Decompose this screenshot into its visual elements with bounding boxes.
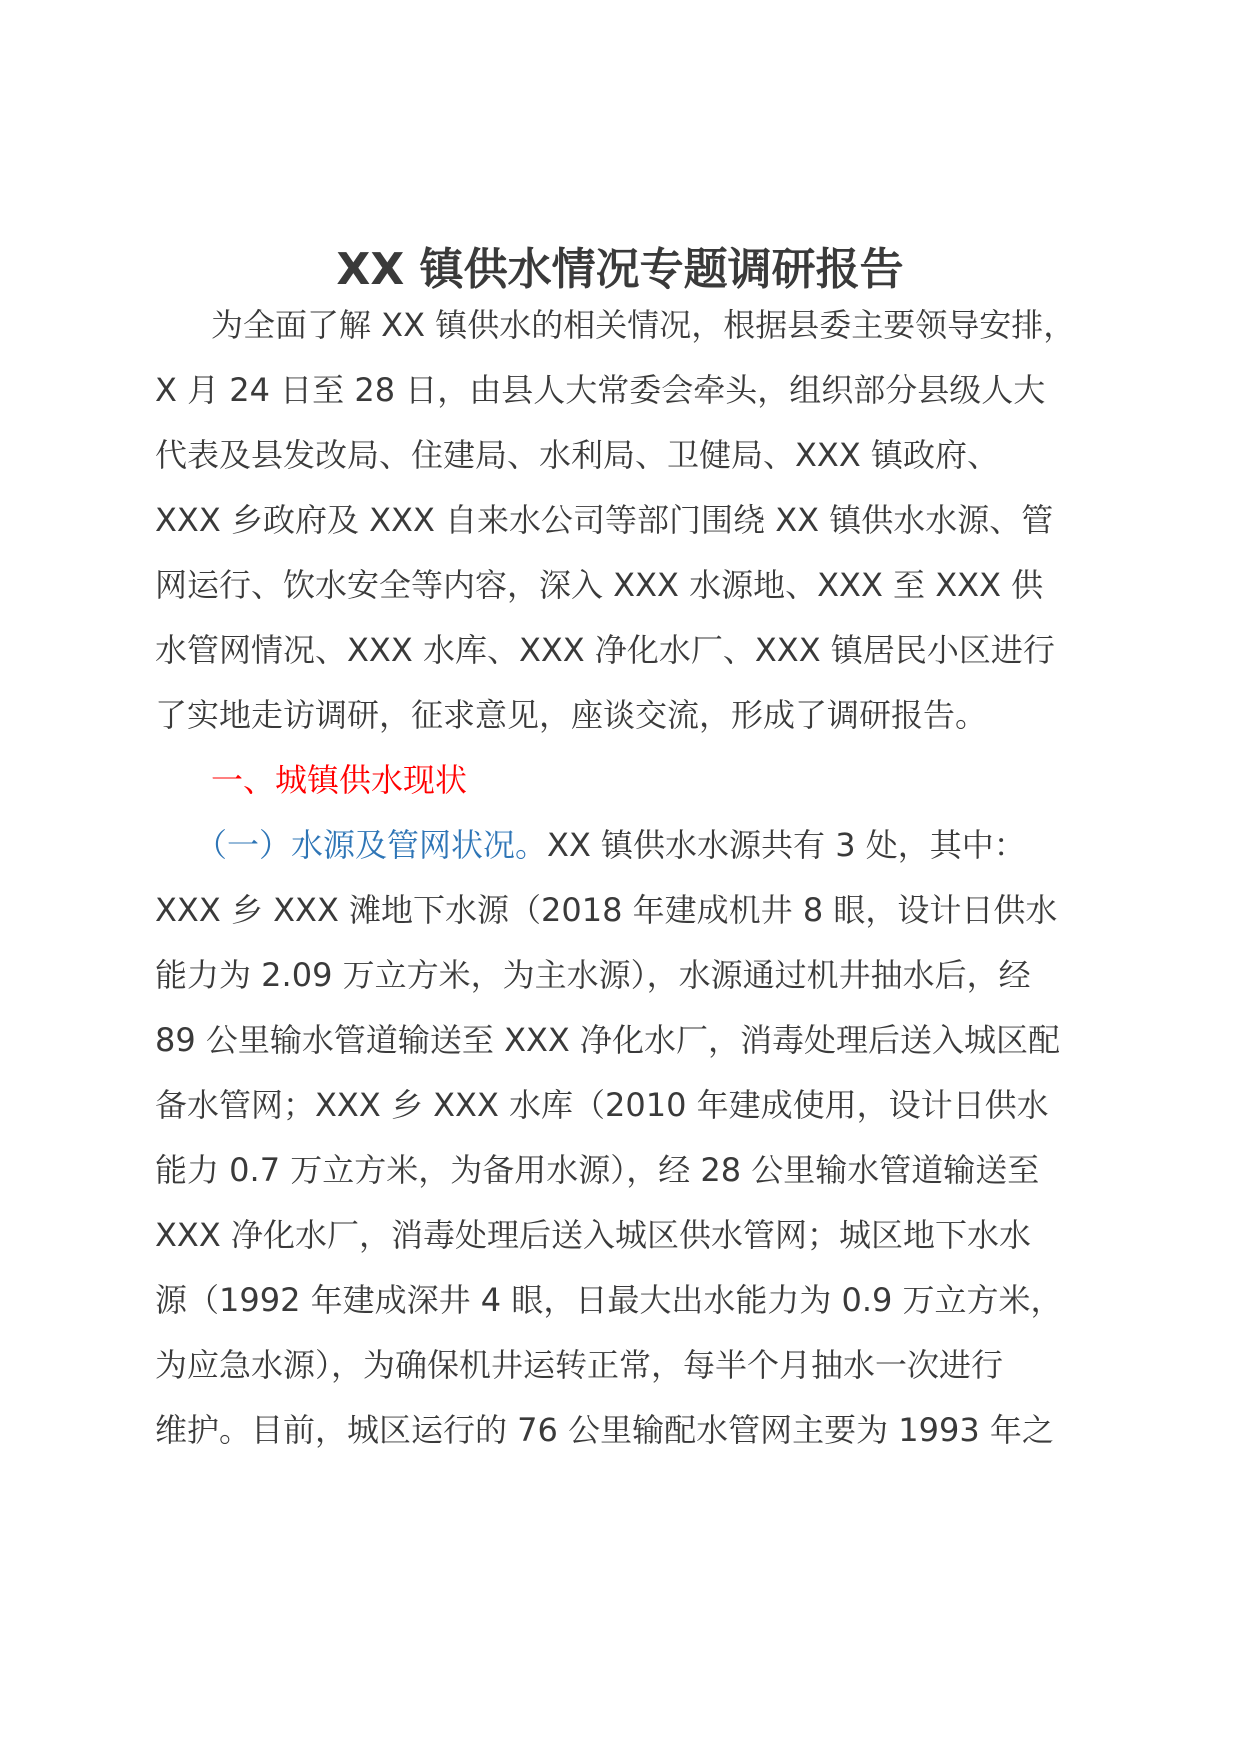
- section-heading-block: [155, 748, 1090, 813]
- subsection-line: 能力为 2.09 万立方米，为主水源），水源通过机井抽水后，经: [155, 956, 1031, 994]
- intro-line: 水管网情况、XXX 水库、XXX 净化水厂、XXX 镇居民小区进行: [155, 631, 1055, 669]
- intro-line: 网运行、饮水安全等内容，深入 XXX 水源地、XXX 至 XXX 供: [155, 566, 1044, 604]
- subsection-first-line: [155, 813, 1090, 878]
- subsection-line: XXX 乡 XXX 滩地下水源（2018 年建成机井 8 眼，设计日供水: [155, 891, 1058, 929]
- intro-line: X 月 24 日至 28 日，由县人大常委会牵头，组织部分县级人大: [155, 371, 1046, 409]
- subsection-label: （一）水源及管网状况。: [195, 826, 548, 864]
- subsection-line: 维护。目前，城区运行的 76 公里输配水管网主要为 1993 年之: [155, 1411, 1054, 1449]
- subsection-line: 备水管网；XXX 乡 XXX 水库（2010 年建成使用，设计日供水: [155, 1086, 1049, 1124]
- intro-line: 了实地走访调研，征求意见，座谈交流，形成了调研报告。: [155, 696, 988, 734]
- intro-paragraph: [155, 293, 1090, 748]
- subsection-paragraph: [155, 813, 1090, 1463]
- subsection-line: XXX 净化水厂，消毒处理后送入城区供水管网；城区地下水水: [155, 1216, 1031, 1254]
- document-title: XX 镇供水情况专题调研报告: [336, 244, 904, 295]
- intro-line: 为全面了解 XX 镇供水的相关情况，根据县委主要领导安排，: [211, 306, 1076, 344]
- intro-line: XXX 乡政府及 XXX 自来水公司等部门围绕 XX 镇供水水源、管: [155, 501, 1054, 539]
- subsection-line: 能力 0.7 万立方米，为备用水源），经 28 公里输水管道输送至: [155, 1151, 1040, 1189]
- subsection-first-line-text: XX 镇供水水源共有 3 处，其中：: [547, 826, 1026, 864]
- section-heading: 一、城镇供水现状: [211, 761, 468, 799]
- subsection-line: 为应急水源），为确保机井运转正常，每半个月抽水一次进行: [155, 1346, 1004, 1384]
- subsection-line: 89 公里输水管道输送至 XXX 净化水厂，消毒处理后送入城区配: [155, 1021, 1061, 1059]
- intro-line: 代表及县发改局、住建局、水利局、卫健局、XXX 镇政府、: [155, 436, 999, 474]
- subsection-line: 源（1992 年建成深井 4 眼，日最大出水能力为 0.9 万立方米，: [155, 1281, 1063, 1319]
